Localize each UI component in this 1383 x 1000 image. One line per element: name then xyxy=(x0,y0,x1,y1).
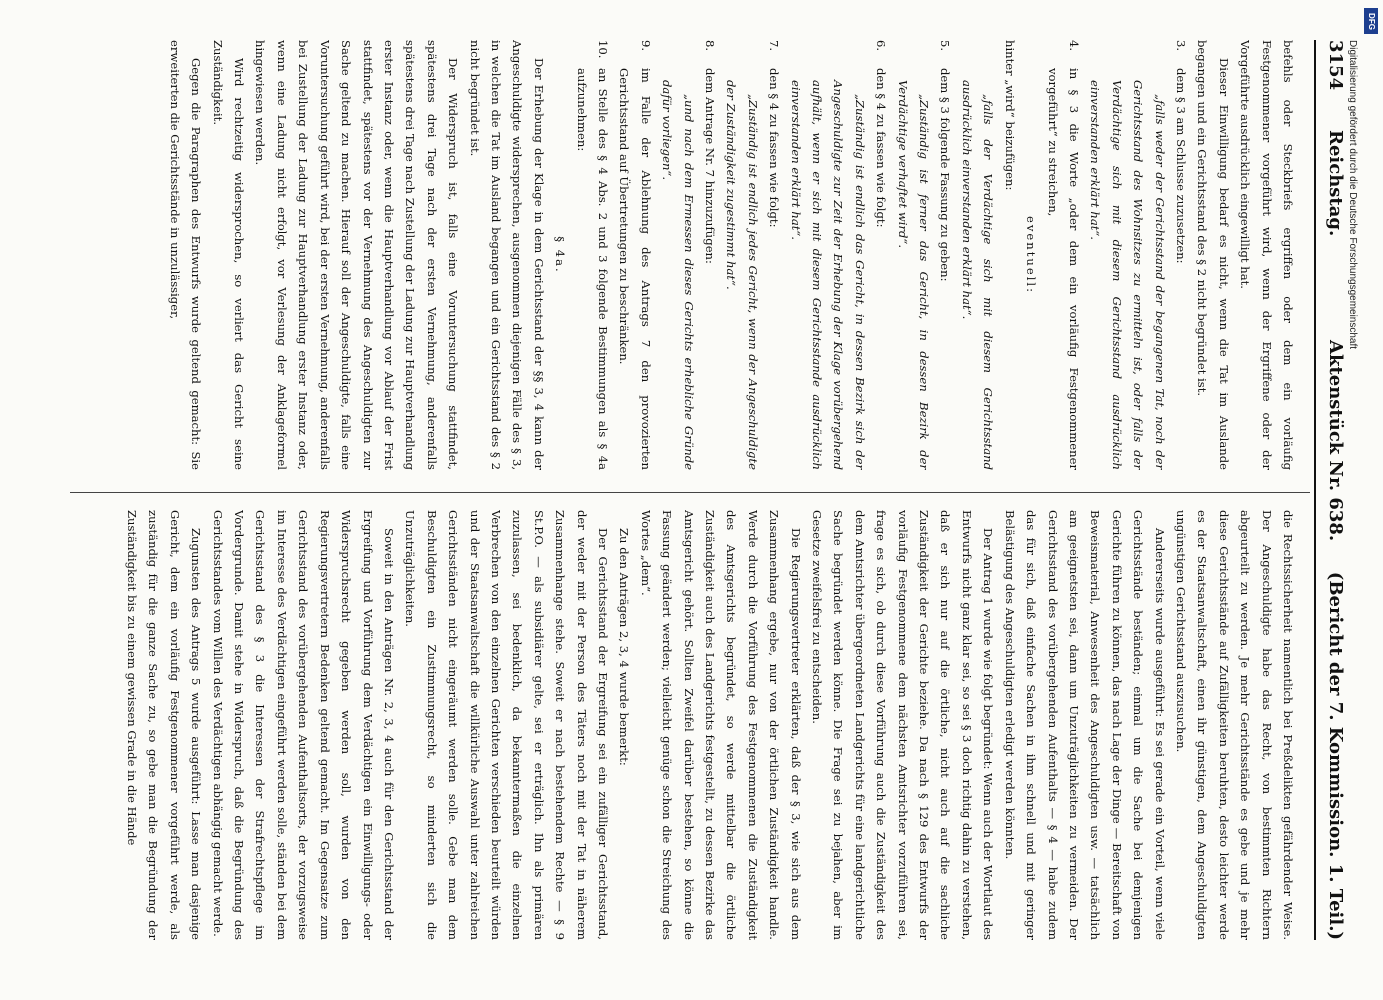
paragraph: Gegen die Paragraphen des Entwurfs wurde geltend gemacht: Sie erweiterten die Gerichtsstände in unzulässiger, xyxy=(167,40,204,470)
list-item-number: 8. xyxy=(703,40,718,52)
list-item-text: den § 4 zu fassen wie folgt: xyxy=(874,68,889,228)
list-item-number: 5. xyxy=(938,40,953,52)
list-item-number: 6. xyxy=(874,40,889,52)
list-item-number: 4. xyxy=(1066,40,1081,52)
page-number: 3154 xyxy=(1325,40,1346,91)
quoted-text: „Zuständig ist endlich jedes Gericht, wenn der Angeschuldigte der Zuständigkeit zugestimmt hat“. xyxy=(724,80,760,470)
list-item-number: 10. xyxy=(596,40,610,59)
paragraph: Dieser Einwilligung bedarf es nicht, wenn die Tat im Auslande begangen und ein Gerichtsstand des § 2 nicht begründet ist. xyxy=(1195,40,1231,470)
list-item-text: in § 3 die Worte „oder dem ein vorläufig Festgenommener vorgeführt“ zu streichen, xyxy=(1045,68,1081,470)
paragraph: Der Antrag 1 wurde wie folgt begründet: Wenn auch der Wortlaut des Entwurfs nicht ganz klar sei, so sei § 3 doch richtig dahin zu verstehen, daß er sich nur auf die örtliche, nicht auch auf die sachliche Zuständigkeit der Gerichte beziehe. Da nach § 129 des Entwurfs der vorläufig Festgenommene dem nächsten Amtsrichter vorzuführen sei, frage es sich, ob durch diese Vorführung auch die Zuständigkeit des dem Amtsrichter übergeordneten Landgerichts für eine landgerichtliche Sache begründet werden könne. Die Frage sei zu bejahen, aber im Gesetze zweifelsfrei zu entscheiden. xyxy=(810,510,996,940)
list-item xyxy=(570,40,613,470)
quoted-text: „falls weder der Gerichtsstand der begangenen Tat, noch der Gerichtsstand des Wohnsitzes zu ermitteln ist, oder falls der Verdächtige sich mit diesem Gerichtsstand ausdrücklich einverstanden erklärt hat“. xyxy=(1088,80,1167,470)
list-item xyxy=(699,40,720,470)
paragraph: die Rechtssicherheit namentlich bei Preßdelikten gefährdender Weise. Der Angeschuldigte habe das Recht, von bestimmten Richtern abgeurteilt zu werden. Je mehr Gerichtsstände es gebe und je mehr diese Gerichtsstände auf Zufälligkeiten beruhten, desto leichter werde es der Staatsanwaltschaft, einen ihr günstigen, dem Angeschuldigten ungünstigen Gerichtsstand auszusuchen. xyxy=(1173,510,1295,940)
paragraph: Wird rechtzeitig widersprochen, so verliert das Gericht seine Zuständigkeit. xyxy=(210,40,247,470)
funding-note: Digitalisierung gefördert durch die Deutsche Forschungsgemeinschaft xyxy=(1347,40,1358,350)
paragraph: befehls oder Steckbriefs ergriffen oder dem ein vorläufig Festgenommener vorgeführt wird, wenn der Ergriffene oder der Vorgeführte ausdrücklich eingewilligt hat. xyxy=(1238,40,1295,470)
paragraph: Der Erhebung der Klage in dem Gerichtsstand der §§ 3, 4 kann der Angeschuldigte widersprechen, ausgenommen diejenigen Fälle des § 3, in welchen die Tat im Ausland begangen und ein Gerichtsstand des § 2 nicht begründet ist. xyxy=(467,40,546,470)
list-item xyxy=(934,40,955,470)
list-item-text: dem § 3 folgende Fassung zu geben: xyxy=(938,68,953,282)
paragraph: hinter „wird“ beizufügen: xyxy=(1002,40,1017,191)
paragraph: Der Widerspruch ist, falls eine Voruntersuchung stattfindet, spätestens drei Tage nach der ersten Vernehmung, anderenfalls spätestens drei Tage nach Zustellung der Ladung zur Hauptverhandlung erster Instanz oder, wenn die Hauptverhandlung vor Ablauf der Frist stattfindet, spätestens vor der Vernehmung des Angeschuldigten zur Sache geltend zu machen. Hierauf soll der Angeschuldigte, falls eine Voruntersuchung geführt wird, bei der ersten Vernehmung, anderenfalls bei Zustellung der Ladung zur Hauptverhandlung erster Instanz oder, wenn eine Ladung nicht erfolgt, vor Verlesung der Anklageformel hingewiesen werden. xyxy=(253,40,461,470)
list-item-text: an Stelle des § 4 Abs. 2 und 3 folgende Bestimmungen als § 4a aufzunehmen: xyxy=(574,68,610,470)
paragraph: Soweit in den Anträgen Nr. 2, 3, 4 auch für den Gerichtsstand der Ergreifung und Vorführung dem Verdächtigen ein Einwilligungs- oder Widerspruchsrecht gegeben werden soll, wurden von den Regierungsvertretern Bedenken geltend gemacht. Im Gegensatze zum Gerichtsstand des vorübergehenden Aufenthaltsorts, der vorzugsweise im Interesse des Verdächtigen eingeführt werden solle, ständen bei dem Gerichtsstand des § 3 die Interessen der Strafrechtspflege im Vordergrunde. Damit stehe in Widerspruch, daß die Begründung des Gerichtsstandes vom Willen des Verdächtigen abhängig gemacht werde. xyxy=(210,510,396,940)
list-item xyxy=(870,40,891,470)
right-column xyxy=(68,510,1298,940)
document-page xyxy=(50,40,1350,940)
dfg-logo xyxy=(1364,8,1378,34)
list-item xyxy=(1041,40,1084,470)
paragraph: Der Gerichtsstand der Ergreifung sei ein zufälliger Gerichtsstand, der weder mit der Person des Täters noch mit der Tat in näherem Zusammenhange stehe. Soweit er nach bestehendem Rechte — § 9 St.P.O. — als subsidiärer gelte, sei er erträglich. Ihn als primären zuzulassen, sei bedenklich, da bekanntermaßen die einzelnen Verbrechen von den einzelnen Gerichten verschieden beurteilt würden und der Staatsanwaltschaft die willkürliche Auswahl unter zahlreichen Gerichtsständen nicht eingeräumt werden solle. Gebe man dem Beschuldigten ein Zustimmungsrecht, so minderten sich die Unzuträglichkeiten. xyxy=(403,510,610,940)
list-item-number: 9. xyxy=(638,40,653,52)
list-item-number: 7. xyxy=(767,40,782,52)
quoted-text: „Zuständig ist endlich das Gericht, in dessen Bezirk sich der Angeschuldigte zur Zeit der Erhebung der Klage vorübergehend aufhält, wenn er sich mit diesem Gerichtsstande ausdrücklich einverstanden erklärt hat“. xyxy=(788,80,867,470)
list-item xyxy=(613,40,656,470)
left-column xyxy=(68,40,1298,470)
centered-heading: eventuell: xyxy=(1024,215,1039,295)
list-item-text: dem § 3 am Schlusse zuzusetzen: xyxy=(1173,68,1188,264)
list-item-text: im Falle der Ablehnung des Antrags 7 den provozierten Gerichtsstand auf Übertretungen zu beschränken. xyxy=(617,68,653,470)
header-title: Reichstag. xyxy=(1325,130,1346,237)
document-number: Aktenstück Nr. 638. xyxy=(1325,340,1346,542)
dfg-logo-text: DFG xyxy=(1366,12,1376,30)
quoted-text: „und nach dem Ermessen dieses Gerichts erhebliche Gründe dafür vorliegen“. xyxy=(660,80,696,470)
list-item xyxy=(763,40,784,470)
centered-heading: § 4a. xyxy=(553,236,568,274)
paragraph: Zu den Anträgen 2, 3, 4 wurde bemerkt: xyxy=(617,528,632,766)
paragraph: Andererseits wurde ausgeführt: Es sei gerade ein Vorteil, wenn viele Gerichtsstände beständen; einmal um die Sache bei demjenigen Gerichte führen zu können, das nach Lage der Dinge — Bereitschaft von Beweismaterial, Anwesenheit des Angeschuldigten usw. — tatsächlich am geeignetsten sei, dann um Unzuträglichkeiten zu vermeiden. Der Gerichtsstand des vorübergehenden Aufenthalts — § 4 — habe zudem das für sich, daß einfache Sachen in ihm schnell und mit geringer Belästigung des Angeschuldigten erledigt werden könnten. xyxy=(1002,510,1167,940)
list-item-text: dem Antrage Nr. 7 hinzuzufügen: xyxy=(703,68,718,264)
quoted-text: „Zuständig ist ferner das Gericht, in dessen Bezirk der Verdächtige verhaftet wird“. xyxy=(895,80,932,470)
report-title: (Bericht der 7. Kommission. 1. Teil.) xyxy=(1325,571,1346,940)
list-item-number: 3. xyxy=(1173,40,1188,52)
list-item-text: den § 4 zu fassen wie folgt: xyxy=(767,68,782,228)
quoted-text: „falls der Verdächtige sich mit diesem Gerichtsstand ausdrücklich einverstanden erklärt hat“. xyxy=(959,80,996,470)
paragraph: Die Regierungsvertreter erklärten, daß der § 3, wie sich aus dem Zusammenhang ergebe, nur von der örtlichen Zuständigkeit handle. Werde durch die Vorführung des Festgenommenen die Zuständigkeit des Amtsgerichts begründet, so werde mittelbar die örtliche Zuständigkeit auch des Landgerichts festgestellt, zu dessen Bezirke das Amtsgericht gehört. Sollten Zweifel darüber bestehen, so könne die Fassung geändert werden; vielleicht genüge schon die Streichung des Wortes „dem“. xyxy=(638,510,803,940)
paragraph: Zugunsten des Antrags 5 wurde ausgeführt: Lasse man dasjenige Gericht, dem ein vorläufig Festgenommener vorgeführt werde, als zuständig für die ganze Sache zu, so gebe man die Begründung der Zuständigkeit bis zu einem gewissen Grade in die Hände xyxy=(125,510,204,940)
column-divider xyxy=(70,492,1310,493)
list-item xyxy=(1170,40,1191,470)
